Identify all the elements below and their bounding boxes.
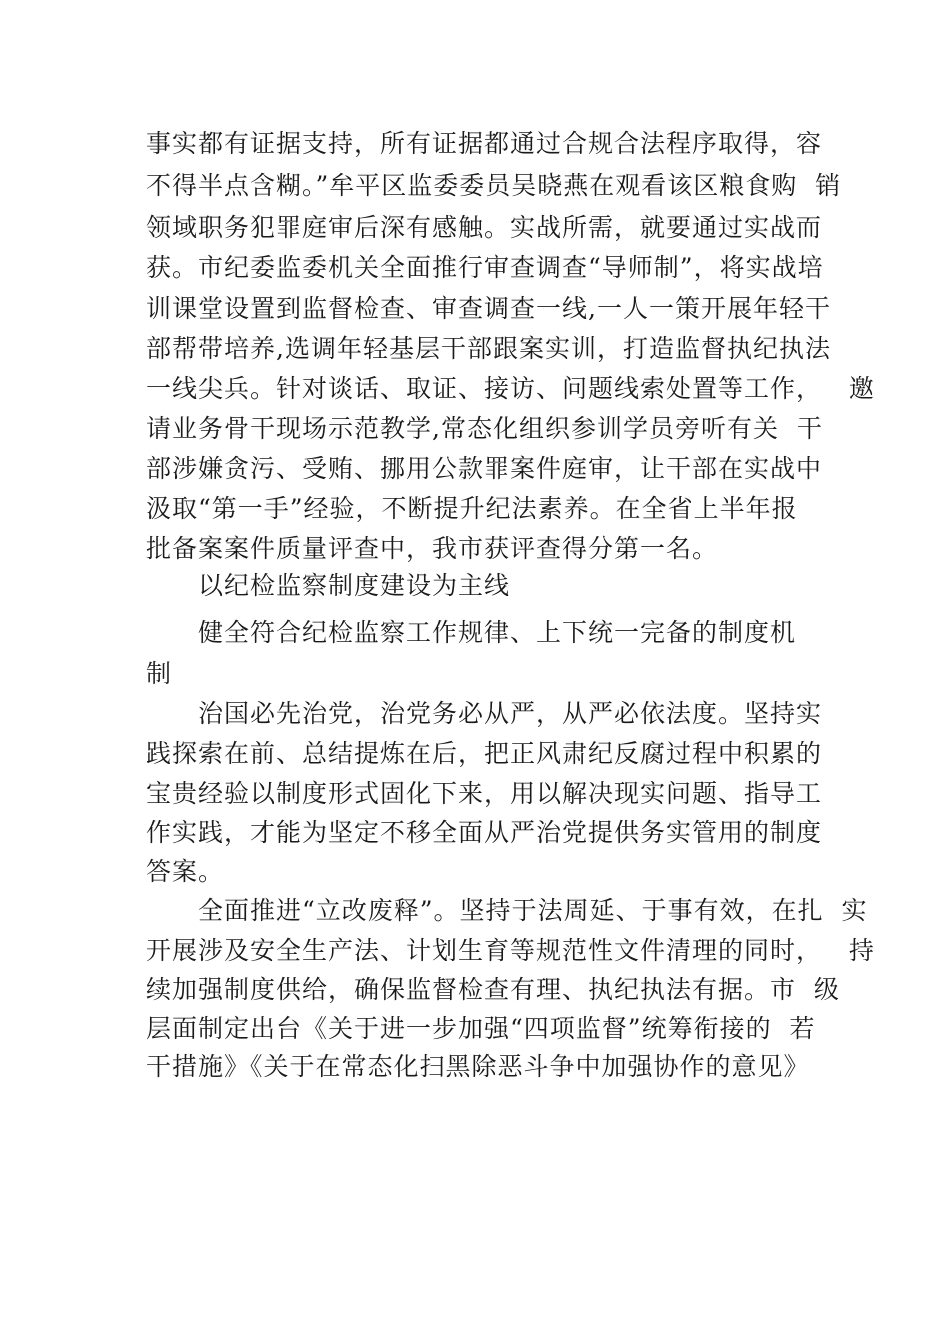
paragraph-line: 宝贵经验以制度形式固化下来，用以解决现实问题、指导工 — [146, 779, 823, 808]
paragraph-line: 践探索在前、总结提炼在后，把正风肃纪反腐过程中积累的 — [146, 739, 823, 768]
paragraph-line: 一线尖兵。针对谈话、取证、接访、问题线索处置等工作， 邀 — [146, 374, 875, 403]
paragraph-line: 事实都有证据支持，所有证据都通过合规合法程序取得，容 — [146, 129, 823, 158]
subsection-heading-line: 制 — [146, 659, 173, 688]
paragraph-line: 治国必先治党，治党务必从严，从严必依法度。坚持实 — [198, 699, 823, 728]
paragraph-line: 部帮带培养,选调年轻基层干部跟案实训，打造监督执纪执法 — [146, 334, 831, 363]
section-heading: 以纪检监察制度建设为主线 — [198, 571, 511, 600]
paragraph-line: 领域职务犯罪庭审后深有感触。实战所需，就要通过实战而 — [146, 213, 823, 242]
paragraph-line: 答案。 — [146, 857, 225, 886]
paragraph-line: 训课堂设置到监督检查、审查调查一线,一人一策开展年轻干 — [146, 294, 831, 323]
paragraph-line: 开展涉及安全生产法、计划生育等规范性文件清理的同时， 持 — [146, 936, 875, 965]
paragraph-line: 全面推进“立改废释”。坚持于法周延、于事有效，在扎 实 — [198, 896, 868, 925]
paragraph-line: 请业务骨干现场示范教学,常态化组织参训学员旁听有关 干 — [146, 414, 823, 443]
paragraph-line: 汲取“第一手”经验，不断提升纪法素养。在全省上半年报 — [146, 494, 798, 523]
paragraph-line: 干措施》《关于在常态化扫黑除恶斗争中加强协作的意见》 — [146, 1052, 810, 1081]
paragraph-line: 作实践，才能为坚定不移全面从严治党提供务实管用的制度 — [146, 818, 823, 847]
paragraph-line: 不得半点含糊。”牟平区监委委员吴晓燕在观看该区粮食购 销 — [146, 171, 842, 200]
paragraph-line: 获。市纪委监委机关全面推行审查调查“导师制”，将实战培 — [146, 253, 824, 282]
paragraph-line: 续加强制度供给，确保监督检查有理、执纪执法有据。市 级 — [146, 975, 840, 1004]
paragraph-line: 批备案案件质量评查中，我市获评查得分第一名。 — [146, 534, 719, 563]
subsection-heading-line: 健全符合纪检监察工作规律、上下统一完备的制度机 — [198, 618, 797, 647]
paragraph-line: 层面制定出台《关于进一步加强“四项监督”统筹衔接的 若 — [146, 1014, 816, 1043]
paragraph-line: 部涉嫌贪污、受贿、挪用公款罪案件庭审，让干部在实战中 — [146, 454, 823, 483]
